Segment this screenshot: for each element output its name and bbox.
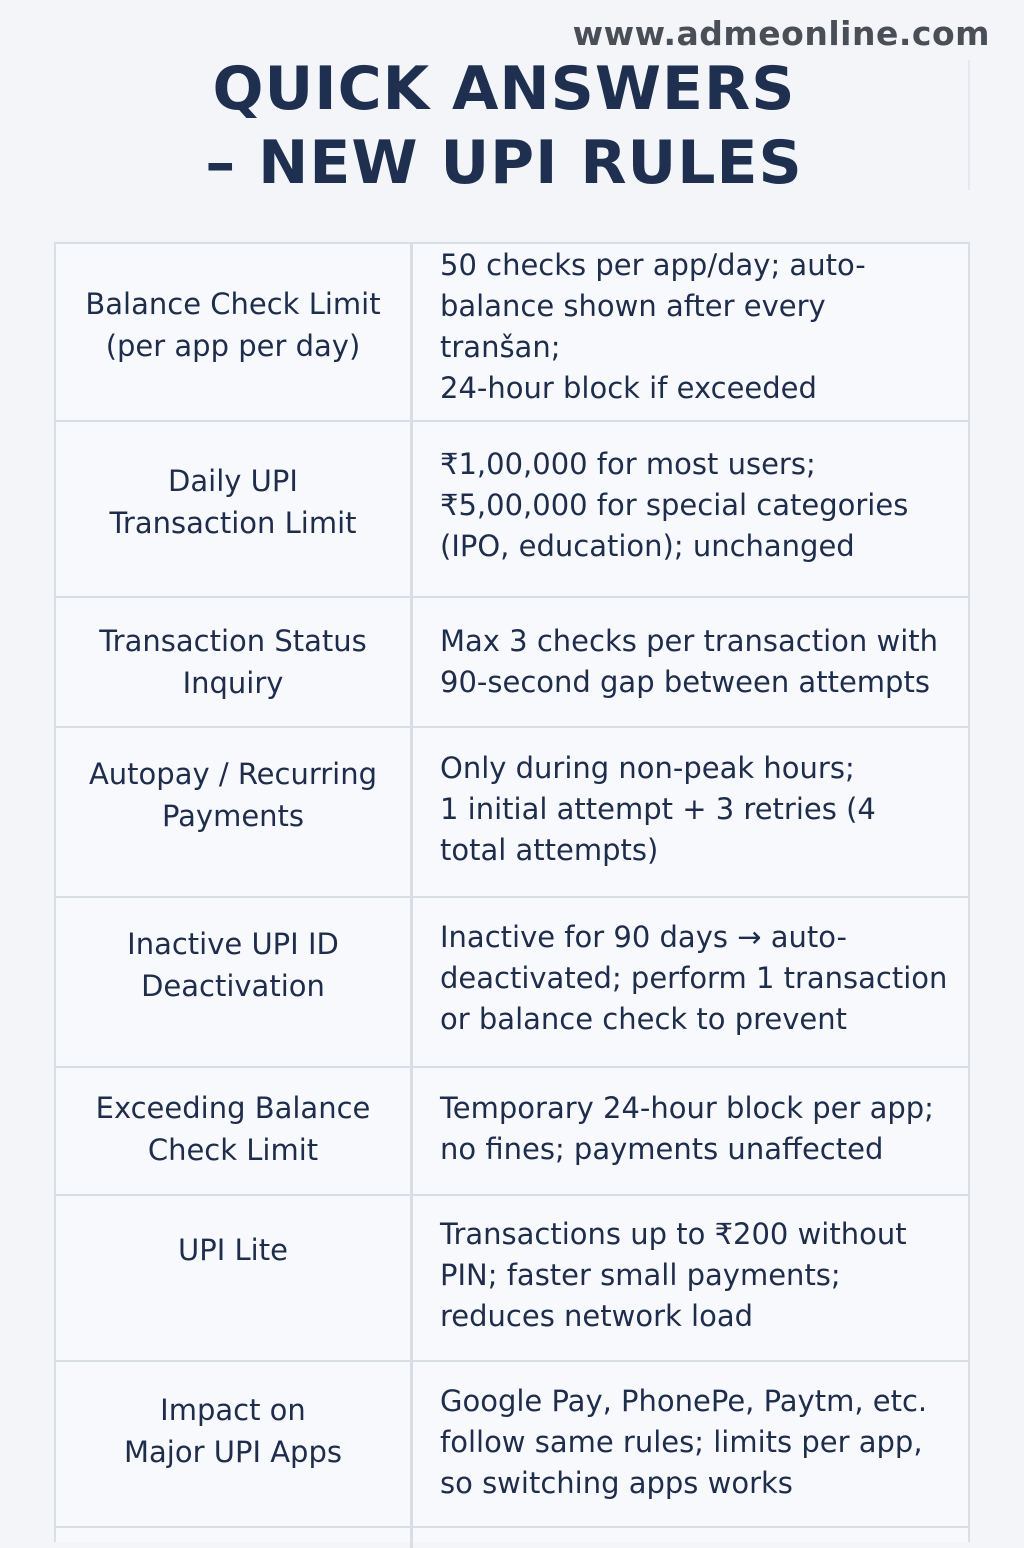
question-text: Autopay / Recurring Payments [88,757,378,833]
table-row [56,598,968,728]
page-title [0,52,1008,200]
answer-text: Temporary 24-hour block per app; no fines; payments unaffected [440,1091,934,1166]
table-row [56,728,968,898]
question-cell [56,1196,410,1360]
answer-text: Inactive for 90 days → auto- deactivated; perform 1 transaction or balance check to prevent [440,919,948,1036]
answer-text: Google Pay, PhonePe, Paytm, etc. follow same rules; limits per app, so switching apps works [440,1383,928,1500]
question-text: Daily UPI Transaction Limit [109,464,357,540]
question-text: UPI Lite [178,1233,288,1267]
question-cell [56,244,410,420]
question-text: Balance Check Limit (per app per day) [85,287,381,363]
rules-table [54,242,970,1542]
question-cell [56,598,410,726]
question-text: Exceeding Balance Check Limit [95,1091,371,1167]
question-cell [56,1068,410,1194]
answer-text: Transactions up to ₹200 without PIN; faster small payments; reduces network load [440,1216,907,1333]
answer-cell [413,244,968,420]
question-text: Inactive UPI ID Deactivation [127,927,339,1003]
table-row-partial [56,1528,968,1548]
answer-cell [413,422,968,596]
answer-text: Only during non-peak hours; 1 initial attempt + 3 retries (4 total attempts) [440,750,876,867]
answer-cell [413,1068,968,1194]
table-row [56,1068,968,1196]
table-row [56,244,968,422]
title-line-2: – NEW UPI RULES [205,128,803,198]
table-row [56,898,968,1068]
table-row [56,422,968,598]
watermark: www.admeonline.com [572,14,990,53]
answer-cell [413,898,968,1066]
answer-cell [413,1196,968,1360]
answer-cell [413,728,968,896]
table-row [56,1362,968,1528]
answer-text: ₹1,00,000 for most users; ₹5,00,000 for special categories (IPO, education); unchanged [440,446,909,563]
question-cell [56,898,410,1066]
question-text: Impact on Major UPI Apps [124,1393,342,1469]
table-row [56,1196,968,1362]
answer-text: Max 3 checks per transaction with 90-second gap between attempts [440,624,939,699]
decorative-divider [968,60,970,190]
answer-text: 50 checks per app/day; auto- balance shown after every tranšan; 24-hour block if exceeded [440,248,866,405]
question-text: Transaction Status Inquiry [99,624,367,700]
answer-cell [413,598,968,726]
question-cell [56,1362,410,1526]
question-cell [56,422,410,596]
answer-cell [413,1362,968,1526]
title-line-1: QUICK ANSWERS [212,54,796,124]
question-cell [56,728,410,896]
column-divider [410,1528,413,1548]
